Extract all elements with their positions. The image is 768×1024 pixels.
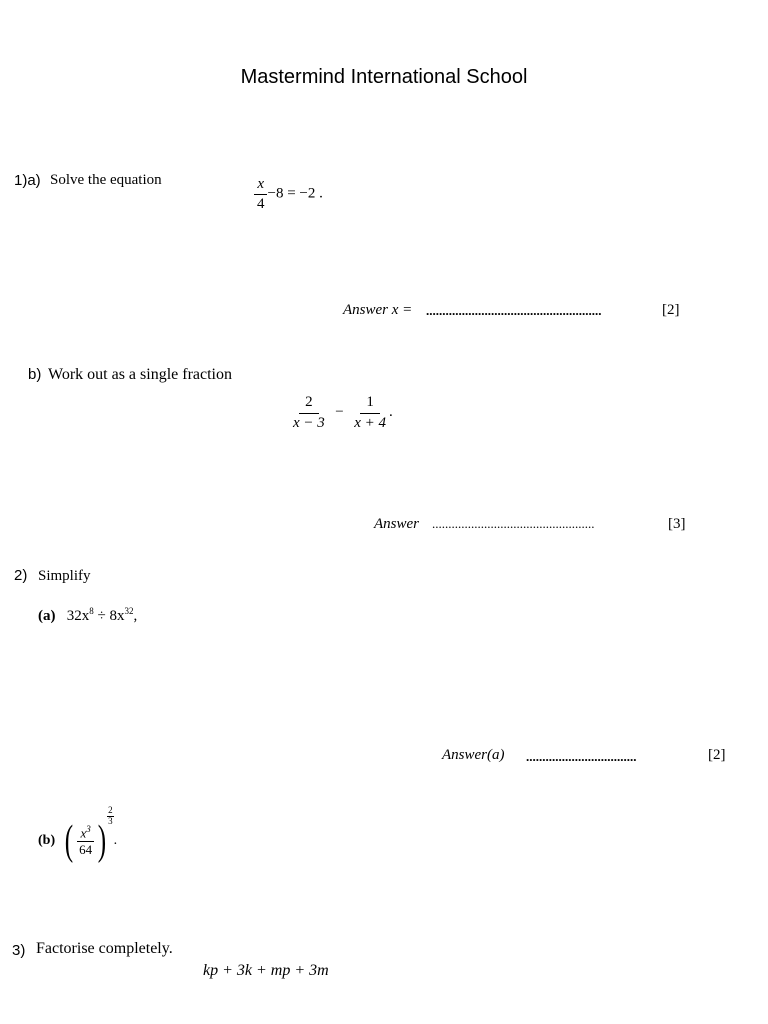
question-2b-exponent-numerator: 2 — [108, 805, 113, 815]
equation-1b-minus: − — [335, 403, 344, 420]
question-2-number: 2) — [14, 567, 28, 584]
answer-2a-line[interactable]: .................................. — [526, 749, 637, 764]
page-title: Mastermind International School — [240, 66, 528, 88]
question-2a-exponent-1: 8 — [89, 606, 94, 616]
right-paren-icon: ) — [97, 818, 107, 864]
answer-1b-line[interactable]: .................................................. — [432, 516, 595, 531]
question-2b-exponent — [107, 806, 114, 827]
question-2b — [38, 806, 117, 876]
question-1a-prompt: Solve the equation — [50, 172, 162, 188]
equation-1b-fraction-1 — [290, 394, 328, 431]
question-2a-operator: ÷ 8x — [97, 608, 125, 624]
equation-1a-denominator: 4 — [257, 195, 265, 212]
question-1b-number: b) — [28, 366, 42, 383]
question-2a-exponent-2: 32 — [124, 606, 134, 616]
equation-1b-numerator-2: 1 — [360, 394, 380, 414]
question-2-prompt: Simplify — [38, 568, 91, 584]
question-2a-label: (a) — [38, 608, 56, 624]
answer-1a-line[interactable]: ...................................................... — [426, 303, 602, 318]
question-2a-term-1: 32x — [66, 608, 90, 624]
question-3-number: 3) — [12, 942, 26, 959]
question-3-expression: kp + 3k + mp + 3m — [203, 962, 329, 979]
equation-1a-end: . — [319, 185, 323, 202]
left-paren-icon: ( — [64, 818, 74, 864]
question-2a — [38, 606, 137, 625]
equation-1a — [254, 176, 323, 212]
equation-1a-fraction — [254, 176, 268, 212]
equation-1b-fraction-2 — [351, 394, 389, 431]
answer-1a-label: Answer x = — [343, 302, 413, 318]
question-2b-numerator-exponent: 3 — [86, 823, 91, 834]
equation-1b — [290, 394, 393, 431]
question-2b-label: (b) — [38, 833, 56, 848]
question-2b-exponent-denominator: 3 — [108, 815, 113, 826]
question-2b-numerator-base: x — [80, 824, 87, 840]
question-2a-marks: [2] — [708, 747, 726, 763]
question-2b-denominator: 64 — [79, 842, 93, 858]
equation-1b-denominator-2: x + 4 — [354, 414, 387, 431]
question-1a-marks: [2] — [662, 302, 680, 318]
question-2a-end: , — [133, 608, 138, 624]
answer-2a-label: Answer(a) — [442, 747, 505, 763]
question-1a-number: 1)a) — [14, 172, 41, 189]
question-2b-fraction — [76, 825, 95, 858]
question-1b-prompt: Work out as a single fraction — [48, 366, 232, 383]
question-3-prompt: Factorise completely. — [36, 940, 173, 957]
answer-1b-label: Answer — [374, 516, 419, 532]
question-2b-end: . — [113, 833, 118, 848]
equation-1a-rest: −8 = −2 — [267, 185, 316, 202]
equation-1a-numerator: x — [254, 176, 267, 195]
equation-1b-end: . — [389, 403, 393, 420]
question-2b-numerator — [77, 825, 93, 843]
equation-1b-numerator-1: 2 — [299, 394, 319, 414]
equation-1b-denominator-1: x − 3 — [293, 414, 325, 431]
question-1b-marks: [3] — [668, 516, 686, 532]
